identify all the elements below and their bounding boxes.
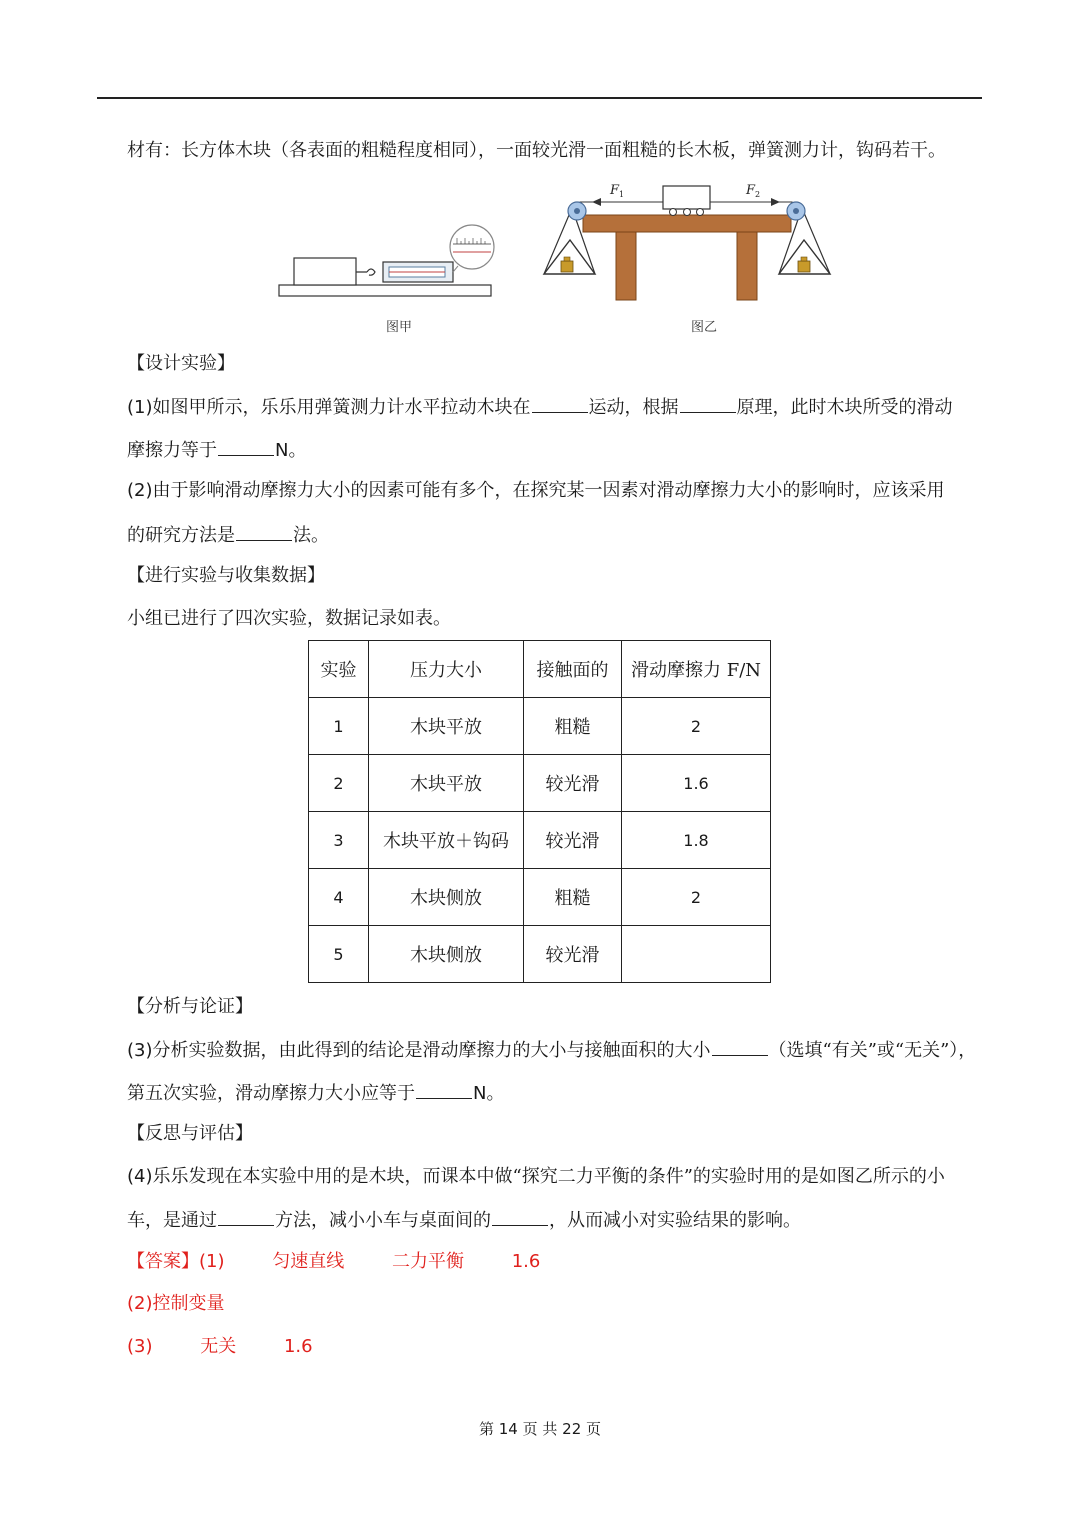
header-cell: 接触面的 (524, 641, 622, 698)
cell-surface: 较光滑 (524, 755, 622, 812)
q3-text-a: 分析实验数据，由此得到的结论是滑动摩擦力的大小与接触面积的大小 (152, 1040, 711, 1061)
q2-text-a: 由于影响滑动摩擦力大小的因素可能有多个，在探究某一因素对滑动摩擦力大小的影响时，应该采用 (152, 480, 945, 501)
cell-trial: 2 (309, 755, 369, 812)
header-cell: 压力大小 (369, 641, 524, 698)
weight-right (798, 261, 810, 272)
table-leg-right (737, 232, 757, 300)
table-row (309, 812, 771, 869)
question-2-line-2 (127, 522, 329, 548)
table-row (309, 869, 771, 926)
answer-3b: 1.6 (283, 1336, 313, 1357)
cell-friction: 2 (622, 698, 771, 755)
f2-label: F (746, 183, 756, 198)
table-top (583, 215, 791, 232)
cell-pressure: 木块平放＋钩码 (369, 812, 524, 869)
q4-text-b: 车，是通过 (127, 1210, 217, 1231)
answer-label: 【答案】 (127, 1251, 199, 1272)
cell-pressure: 木块平放 (369, 755, 524, 812)
q2-text-c: 法。 (293, 525, 329, 546)
q2-text-b: 的研究方法是 (127, 525, 235, 546)
cell-surface: 粗糙 (524, 698, 622, 755)
footer-post: 页 (586, 1420, 602, 1438)
cell-friction (622, 926, 771, 983)
q4-blank-1[interactable] (218, 1207, 274, 1226)
q1-blank-2[interactable] (680, 394, 736, 413)
wood-block (294, 258, 356, 285)
question-4-line-2 (127, 1207, 801, 1233)
hook (356, 269, 375, 275)
question-2-line-1 (127, 479, 945, 503)
footer-total-pages: 22 (562, 1420, 582, 1438)
q1-text-b: 运动，根据 (588, 397, 679, 418)
answer-line-3 (127, 1335, 313, 1359)
f2-subscript: 2 (755, 190, 761, 199)
cell-surface: 较光滑 (524, 812, 622, 869)
question-3-line-1 (127, 1037, 976, 1063)
q4-text-a: 乐乐发现在本实验中用的是木块，而课本中做“探究二力平衡的条件”的实验时用的是如图乙所示的小 (152, 1166, 945, 1187)
answer-1a: 匀速直线 (272, 1251, 345, 1272)
cell-pressure: 木块侧放 (369, 869, 524, 926)
section-reflect: 【反思与评估】 (127, 1123, 253, 1144)
question-3-line-2 (127, 1080, 504, 1106)
cell-trial: 1 (309, 698, 369, 755)
cell-pressure: 木块平放 (369, 698, 524, 755)
footer-pre: 第 (478, 1420, 494, 1438)
f1-subscript: 1 (619, 190, 625, 199)
question-1-line-1 (127, 394, 953, 420)
question-1-line-2 (127, 437, 306, 463)
q1-blank-1[interactable] (532, 394, 588, 413)
footer-page-number: 14 (498, 1420, 518, 1438)
cart (663, 186, 710, 209)
q1-number: (1) (127, 397, 153, 418)
figure-yi-caption: 图乙 (691, 320, 718, 335)
q1-text-d: 摩擦力等于 (127, 440, 217, 461)
q3-text-b: （选填“有关”或“无关”）， (768, 1040, 977, 1061)
table-row (309, 926, 771, 983)
table-header-row (309, 641, 771, 698)
cell-surface: 较光滑 (524, 926, 622, 983)
q1-blank-3[interactable] (218, 437, 274, 456)
answer-1b: 二力平衡 (391, 1251, 464, 1272)
q2-blank[interactable] (236, 522, 292, 541)
q1-text-c: 原理，此时木块所受的滑动 (736, 397, 953, 418)
footer-mid: 页 共 (522, 1420, 558, 1438)
header-cell: 实验 (309, 641, 369, 698)
q1-text-a: 如图甲所示，乐乐用弹簧测力计水平拉动木块在 (152, 397, 531, 418)
cell-trial: 3 (309, 812, 369, 869)
q4-blank-2[interactable] (492, 1207, 548, 1226)
answer-1c: 1.6 (511, 1251, 541, 1272)
answer-2-number: (2) (127, 1293, 153, 1314)
figure-jia (275, 222, 497, 302)
data-table (308, 640, 771, 983)
table-intro: 小组已进行了四次实验，数据记录如表。 (127, 608, 451, 629)
q3-blank-1[interactable] (712, 1037, 768, 1056)
page-footer (0, 1418, 1080, 1439)
section-analysis: 【分析与论证】 (127, 996, 253, 1017)
q4-text-d: ，从而减小对实验结果的影响。 (549, 1210, 801, 1231)
answer-2a: 控制变量 (152, 1293, 225, 1314)
magnifier (450, 225, 494, 269)
figure-yi (540, 178, 835, 304)
section-collect: 【进行实验与收集数据】 (127, 565, 325, 586)
q3-text-c: 第五次实验，滑动摩擦力大小应等于 (127, 1083, 415, 1104)
cell-pressure: 木块侧放 (369, 926, 524, 983)
q3-number: (3) (127, 1040, 153, 1061)
cell-trial: 5 (309, 926, 369, 983)
arrow-f2 (771, 198, 780, 206)
header-rule (97, 97, 982, 99)
header-cell: 滑动摩擦力 F/N (622, 641, 771, 698)
q2-number: (2) (127, 480, 153, 501)
q4-number: (4) (127, 1166, 153, 1187)
q3-unit: N。 (473, 1083, 505, 1104)
weight-left (561, 261, 573, 272)
question-4-line-1 (127, 1165, 945, 1189)
cell-friction: 1.8 (622, 812, 771, 869)
answer-line-1 (127, 1250, 540, 1274)
answer-line-2 (127, 1292, 225, 1316)
q3-blank-2[interactable] (416, 1080, 472, 1099)
arrow-f1 (592, 198, 601, 206)
q4-text-c: 方法，减小小车与桌面间的 (275, 1210, 491, 1231)
cell-surface: 粗糙 (524, 869, 622, 926)
cell-friction: 1.6 (622, 755, 771, 812)
materials-text: 材有：长方体木块（各表面的粗糙程度相同），一面较光滑一面粗糙的长木板，弹簧测力计，钩码若干。 (127, 140, 946, 161)
table-leg-left (616, 232, 636, 300)
answer-1-number: (1) (199, 1251, 225, 1272)
cell-trial: 4 (309, 869, 369, 926)
section-design: 【设计实验】 (127, 353, 235, 374)
answer-3a: 无关 (200, 1336, 237, 1357)
figure-jia-caption: 图甲 (386, 320, 413, 335)
cell-friction: 2 (622, 869, 771, 926)
table-row (309, 755, 771, 812)
board (279, 285, 491, 296)
f1-label: F (610, 183, 620, 198)
q1-unit: N。 (275, 440, 307, 461)
answer-3-number: (3) (127, 1336, 153, 1357)
table-row (309, 698, 771, 755)
